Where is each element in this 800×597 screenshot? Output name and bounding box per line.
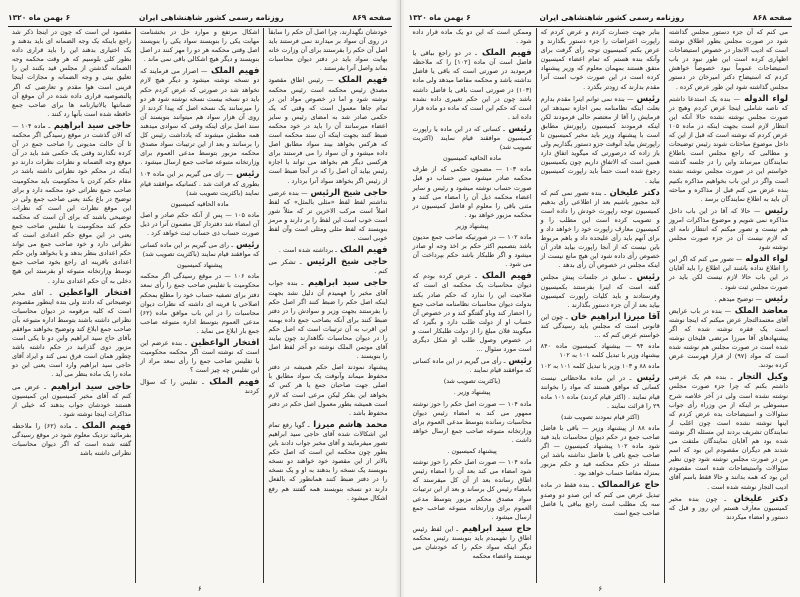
paragraph-text: پیشنهاد وزیر — [455, 221, 489, 230]
paragraph-text: ـ بنده هم یک عرضی داشتم بکنم که چرا جزء صورت مجلس نوشته نشده است ولی در آخر خلاصه شرح مبسوطی بر اینکه از من وزراء رأی جواب سئوالات و استیضاحات بده عرض کردم که اینها نوشته نشده است چون اغلب از نمایندگان تشریف بردند این مسئله اگر نوشته شده بود هم آقایان نمایندگان ملتفت می شدند هم دیگران مقصودم این بود که اسم من در صورت مجلس نوشته شود چون نظیر سئوالات واستیضاحات شده است مقصودم این بود که همه بدانند و حالا فقط باسم آقای ادیب التجار نوشته شده است . — [668, 373, 788, 491]
speaker-name: حاجی شیخ الرئیس — [301, 256, 388, 267]
paragraph-text: ماده ۱۰۵ — پس از آنکه حکم صادر و اصل آن امضاء شد دفتردار کل مضمون آنرا در ذیل صورت حساب ذی حساب ثبت خواهد کرد . — [140, 210, 260, 237]
speaker-name: حاج عزالممالک — [594, 479, 660, 490]
speaker-name: وکیل التجار — [732, 371, 788, 382]
speaker-name: حاجی شیخ الرئیس — [307, 186, 388, 197]
right-page-columns — [409, 28, 793, 583]
body-paragraph — [140, 272, 259, 336]
paragraph-text: ماده ۱۰۶ — در موقع رسیدگی اگر محکمه محکومیت با تفلیس صاحب جمع را رأی نمعد دفتر برای تصفیه حساب خود را مطلع بمحکم اصلاحی یا قرینه ای داشته که نظرات دیوان محاسبات را در این باب موافق ماده (۶۲) مدعی العموم بتوسط اداره متبوعه صاحب جمع بار ابلاغ می نماید . — [140, 272, 260, 335]
page-number: صفحه ۸۶۸ — [753, 12, 792, 22]
speaker-name: لواء الدوله — [740, 92, 788, 103]
body-paragraph — [268, 363, 387, 418]
speaker-paragraph — [268, 420, 387, 503]
body-paragraph — [412, 400, 531, 445]
speaker-name: رئیس — [232, 168, 260, 179]
speaker-paragraph — [412, 124, 531, 152]
body-paragraph — [541, 413, 660, 422]
speaker-name: معاضد الملک — [731, 304, 788, 315]
speaker-paragraph — [140, 240, 259, 259]
body-paragraph — [541, 28, 660, 92]
paragraph-text: ـ ماده (۶۲) را ملاحظه بفرمائید نزدیک معلوم شود در موقع رسیدگی گفته شده است که اگر دیوان محاسبات نظراتی داشته باشد — [11, 421, 132, 458]
speaker-name: فهیم الملک — [203, 376, 260, 387]
speaker-paragraph — [140, 338, 259, 375]
body-paragraph — [412, 28, 531, 46]
paragraph-text: ـ این لفظ رئیس اطاق را نفهمیدم باید بنویسند رئیس محکمه دیگر اینکه سواد حکم را که خودشان می نویسند واعضاء محکمه — [412, 524, 532, 561]
paragraph-text: ماده ۹۴ — بیشنهاد کمیسیون ماده ۸۴۰ بیشنهاد وزیر با تبدیل کلمه ۱۰۱ به ۱۰۲ — [540, 342, 660, 360]
speaker-name: محمد هاشم میرزا — [309, 418, 388, 429]
paragraph-text: بنابر جهت جسارت کردم و عرض کردم که راپورت اعتراضات را جزء دستور بگذارند و عرض بکنم کمیسیون توجه رأی گرفت برای وآنکه بنده هستم که تمام اعضاء کمیسیون متفق هستند بمهمان معلوم که وزیر پیشنهاد کرده است در این صورت خوب است آنرا مقدم بدارند که زودتر بگذرد . — [540, 28, 660, 91]
speaker-name: رئیس — [760, 204, 788, 215]
speaker-name: آقا میرزا ابراهیم خان — [567, 310, 660, 321]
speaker-name: رئیس — [505, 122, 532, 133]
paragraph-text: ـ رأی می گیریم در این ماده کسانی که موافقند قیام نمایند . — [412, 357, 532, 375]
paragraph-text: ـ بنده جواب آقای مخبر را فهمیدم آن دلیل نشد بجهت اینکه اصل حکم را ضبط کنند اگر اصل حکم را بفرستند بجهت وزیر و سوادش را در دفتر ضبط کنند برای آنکه بصاحب جمع داده بهمنه این اقرب به آن ترتیبات است که اصل حکم را در دیوان محاسبات نگاهدارند چون بیایند آقای موتمن الملک نوشته دو آخر لفظ اصل را بنویسند . — [268, 279, 388, 361]
body-paragraph — [140, 211, 259, 238]
speaker-name: رئیس — [633, 92, 660, 103]
speaker-name: حاج سید ابراهیم — [458, 522, 532, 533]
paragraph-text: ـ در دو راجع بباقی یا فاضل است آن ماده [۱۰۲] را که ملاحظه فرمودید در صورتی است که باقی یا فاضل نداشته باشد و محکمه مفاصا میدهد ولی ماده (۱۰۳) در صورتی است باقی یا فاضل داشته باشد چون در این حکم تغییری داده نشده است که حکم این است که ماده دو ماده قرار داده اند . — [412, 49, 532, 121]
body-paragraph — [541, 424, 660, 479]
speaker-paragraph — [140, 66, 259, 167]
text-column — [8, 28, 135, 583]
paragraph-text: ـ عرض کرده بودم که دیوان محاسبات یک محکمه ای است که صلاحیت این را ندارد که حکم صادر بکند بدولت دیوان محاسبات نظامنامه صاحب جمع را احضار کند وباو گفتگو کند و در خصوص آن حساب او از دولت طلب دارد و بگیرد که میگویند فلان مبلغ را از دولت طلبکار است و در خصوص وصول طلب او شکل دیگری است مورد سئوال ... — [412, 272, 532, 354]
speaker-paragraph — [412, 356, 531, 375]
page-number: صفحه ۸۶۹ — [352, 12, 392, 22]
speaker-name: رئیس — [631, 271, 660, 282]
paragraph-text: — توضیح میدهم . — [714, 294, 762, 303]
text-column — [263, 28, 391, 583]
paragraph-text: — بنده نمی توانم اینرا مقدم بدارم بعلت اینکه نظامنامه بمن اجازه نمیدهد این فرمایش را آقا از معتصم حالی فرمودند لکن اینکه فرمودند کمیسیون راپورتش مطابق است با پیشنهاد وزیر باید مخبر کمیسیون تا راپورتش بیاید آنوقت جزو دستور بگذاریم ولی باز زاده که درصورتی که میگوید اتفاق دارد همین است که الاتفاق داریم چون یکمیسیون رجوع شده است حتماً باید راپورت کمیسیون بیاید . — [540, 94, 660, 185]
speaker-paragraph — [541, 272, 660, 309]
body-paragraph — [268, 28, 387, 73]
speaker-name: رئیس — [631, 372, 660, 383]
paragraph-text: می کنم که آن جزء دستور مجلس گذاشته شود در صورت مجلس بطور اطلاق نوشته است که ادیب الاتجار در خصوص استیضاحات اظهاری کرده است این طور نبود در باب استیضاحات عموماً نبود خصوصاً خواهش کردم که استیضاح دکتر امیرخان در دستور مجلس گذاشته شود این طور عرض کرده . — [668, 28, 788, 91]
page-folio: ۶ — [197, 585, 202, 593]
paragraph-text: — رای می گیریم بر این ماده ۱۰۴ بطوری که قرائت شد . کسانیکه موافقند قیام نمایند (باکثریت تصویب شد) — [140, 170, 260, 197]
speaker-paragraph — [12, 421, 131, 458]
page-fold — [395, 0, 405, 597]
paragraph-text: — بنده در باب عرایض آقای معتمدالتجار عرض میکنم که اینجا نوشته است یک فقره نوشته شده که اگر پیشنهادهای آقا میرزا مرتضی قلیخان نوشته شده است در صورت مجلس هم نوشته شده است که مواد (۹۷) از قرار فهرست عرض کرده بودند. — [668, 306, 788, 370]
paragraph-text: ـ بنده فقط در ماده تبدیل عرض می کنم که این صدو دو وصدو سه یک مطلب است راجع بباقی یا فاضل صاحب جمع است — [540, 481, 660, 517]
body-paragraph — [140, 28, 259, 64]
speaker-paragraph — [541, 480, 660, 517]
body-paragraph — [669, 28, 788, 92]
paragraph-text: خودشان نگهدارند، چرا اصل آن حکم را سابقاً در روی آن سواد بر میدارند نمی فرستند باید اصل آن حکم را بفرستند برای آن وزارت خانه بهایت سواد باید در دفتر دیوان محاسبات بماند واصل آنرا بفرستند . — [268, 28, 388, 73]
text-column — [135, 28, 263, 583]
speaker-paragraph — [541, 188, 660, 271]
speaker-name: فهیم الملک — [477, 270, 532, 281]
paragraph-text: پیشنهاد وزیر . — [453, 388, 491, 397]
speaker-name: لواء الدوله — [742, 253, 788, 264]
paragraph-text: پیشنهاد کمیسیون — [177, 261, 223, 270]
paragraph-text: پیشنهاد نمودند اصل حکم همیشه در دفتر محفوظ میماند وآنوقت یک سواد مطابق با اصلی جهت صاحبان جمع یا هر کس که بخواهد این بفکر لیکن مرعی است که لازم است همیشه بطور معمول اصل حکم در دفتر محفوظ باشد . — [268, 363, 388, 417]
paragraph-text: ماده ۱۰۴ — صورت اصل حکم را حوز نوشته ممهور می کند به امضاء رئیس دیوان محاسبات رسانده بتوسط مدعی العموم برای وزارتخانه متبوعه صاحب جمع ارسال خواهد داشت . — [412, 399, 532, 444]
speaker-name: حاجی سید ابراهیم — [45, 380, 132, 391]
body-paragraph — [412, 154, 531, 163]
text-column — [664, 28, 792, 583]
speaker-paragraph — [669, 94, 788, 204]
speaker-name: فهیم الملک — [77, 419, 132, 430]
paragraph-text: ـ رای می گیریم بر این ماده کسانی که موافقند قیام نمایند (باکثریت تصویب شد) — [140, 241, 260, 259]
speaker-paragraph — [140, 169, 259, 197]
speaker-paragraph — [268, 245, 387, 255]
speaker-name: رئیس — [505, 355, 532, 366]
speaker-name: فهیم الملک — [337, 244, 388, 255]
body-paragraph — [541, 342, 660, 360]
speaker-paragraph — [412, 48, 531, 122]
body-paragraph — [412, 222, 531, 231]
left-page-header — [8, 10, 392, 27]
body-paragraph — [140, 200, 259, 209]
paragraph-text: ـ تشکر می کنم . — [268, 258, 388, 276]
paragraph-text: ـ عرض می کنم که آقای مخبر کمیسیون این کمیسیون هستند خودشان جواب بدهند که خیلی از مذاکرات اینجا نوشته شود . — [11, 382, 132, 418]
speaker-paragraph — [268, 257, 387, 276]
issue-date: ۶ بهمن ماه ۱۳۲۰ — [8, 12, 71, 22]
paragraph-text: ماده الحاقیه کمیسیون — [443, 154, 502, 163]
paragraph-text: ماده ۱۰۲ — در صورتیکه صاحب جمع مدیون باشد بتصمیم اکثر حکم بر اخذ وجه او صادر میشود و اگر طلبکار باشد حکم بپرداخت آن می شود . — [412, 232, 532, 269]
text-column — [408, 28, 535, 583]
body-paragraph — [12, 28, 131, 119]
speaker-paragraph — [669, 254, 788, 291]
page-folio: ۶ — [598, 585, 603, 593]
paragraph-text: ـ بنده عرضم این است که نوشته است اگر محکمه محکومیت یا تفلیس صاحب جمع را رأی نمعد مراد از این تفلیس چه چیز است ؟ — [140, 339, 260, 375]
speaker-paragraph — [669, 206, 788, 252]
paragraph-text: — رئیس اطاق مقصود مصدق رئیس محکمه است رئیس محکمه نوشته شود و اما در خصوص مواد این در تمام جاها معمول است که وقتی که یک حکمی صادر شد به امضای رئیس و سایر اعضاء میرسانند آن را باید در خود محکمه ضبط کنند بجهت اینکه آن سند محکمه است که هرکس بخواهد بیند سواد مطابق اصل داده میشود و آن سواد را می فرستند برای هرکسی دیگر هم بخواهد می تواند با اجازه رئیس بیاید آن اصل را که در آنجا ضبط است از رئیس اگر بخواهد سواد آنرا بردارد . — [268, 76, 388, 185]
paragraph-text: — بنده یک استدعا داشتم که ناصه شاملی اینجا عرض کردم وهیچ در صورت مجلس نوشته نشده حالا آنکه این انتظار لازم است بجهت اینکه در ماده ۱۰۵ عرض کردم که نوشته است که قبل از این که داخل موضوع مباحثات شوند رئیس توضیحات و مطالبی که راجع مجلس است باطلاع نمایندگان میرساند واین را در جلسه گذشته خواستم این در صورت مجلس نوشته نشده است واگر در این باب بخواهیم مذاکره بکنیم بنده عرض می کنم قبل از مذاکره و مباحثه آن باید به اطلاع نمایندگان برسد . — [668, 94, 788, 203]
speaker-name: فهیم الملک — [333, 74, 388, 85]
speaker-name: افتخار الواعظین — [186, 337, 260, 347]
body-paragraph — [412, 447, 531, 456]
paragraph-text: — اصرار می فرمایند که دو نسخه نوشته میشود و دیگر هیچ لازم نخواهد شد در صورتی که عرض کردم حکم باید دو نسخه بیست نسخه نوشته شود هر دو را میرسانند یک نسخه اصل که پیدا کردند از روی آن هزار سواد هم میتوانند بنویسند آن سند اصل برای اینکه وقتی که سوادی میدهند همه مطمئن میشوند که یادداشت رئیس کل را برسانند و بعد از این ترتیبات سواد مصدق محکمه مزبور بتوسط مدعی العموم برای وزارتخانه متبوعه صاحب جمع ارسال میشود . — [140, 67, 260, 167]
speaker-name: افتخار الواعظین — [51, 286, 132, 297]
speaker-name: فهیم الملک — [476, 47, 532, 58]
paragraph-text: ـ کسانی که در این ماده یا راپورت کمیسیون موافقند قیام نمایند (اکثریت تصویب شد) — [412, 124, 532, 152]
paragraph-text: اشکال مرتفع و موارد حل در بخشنامت مهابت یکی را بنویسند سواد یکی را بنویسند اصل وقتی محکمه هر دو را مهر کنند در اصل بنویسند و دیگر هیچ اشکالی باقی نمی ماند . — [140, 28, 260, 64]
paragraph-text: وممکن است که این دو یک ماده قرار داده شود . — [412, 28, 532, 46]
speaker-name: رئیس — [233, 239, 260, 250]
body-paragraph — [412, 388, 531, 397]
text-column — [536, 28, 664, 583]
speaker-paragraph — [268, 75, 387, 185]
body-paragraph — [412, 233, 531, 269]
paragraph-text: ـ بنده تصور نمی کنم که لابد مجبور باشیم بعد از اطلاعی رأی بدهیم کمیسیون توجه راپورت خودش را داده است و تصویب کرده است این مطلب را و کمیسیون معارف راپورت خود را خواهد داد و برای آنهم باید رأی علیحده داد و باهم مربوط باین نیست که از آنجا راپورت بیاید قادر آن خصوص رأی داده شود این هیچ مانع نیست از اینکه مجلس در خصوص آن رأی بدهد . — [540, 188, 660, 270]
speaker-name: حاجی سید ابراهیم — [50, 119, 132, 130]
speaker-paragraph — [12, 121, 131, 286]
paragraph-text: — حالا که آقا در این باب داخل مذاکره نمی شویم و موضوع مذاکرات امروز هم نیست و تصور میکنم که انتظار نامه ای که لازم نیست آن در جزء صورت مجلس نوشته شود — [668, 206, 788, 252]
body-paragraph — [140, 261, 259, 270]
paragraph-text: ـ چون بنده مخبر کمیسیون معارف هستم این روز و قبل که دستور و امضاء میکردند — [668, 494, 788, 521]
body-paragraph — [412, 377, 531, 386]
speaker-paragraph — [412, 524, 531, 561]
speaker-paragraph — [541, 94, 660, 186]
right-page-header — [409, 10, 793, 27]
paragraph-text: ـ در این ماده ملاحظاتی نیست کسانی که موافق هستند که مواد را بخوانند قیام نمایند . (اکثر قیام کردند) ماده ۱۰۱ ماده ۲۹ را قرائت نمایند . — [540, 374, 660, 410]
speaker-name: حاجی سید ابراهیم — [303, 277, 388, 288]
speaker-paragraph — [669, 306, 788, 371]
paragraph-text: ماده الحاقیه کمیسیون — [170, 199, 229, 208]
paragraph-text: ـ سابق در جلسات پیش مجلس گفته است که اینرا بفرستند بکمیسیون وفرستادند و باید کلیات راپورت کمیسیون بیاید بعد از آن جزء دستور بگذارند . — [540, 273, 660, 309]
speaker-name: دکتر علیخان — [726, 492, 789, 503]
paragraph-text: ماده ۱۰۴ — صورت اصل حکم را حوز نوشته شود امضاء می کند بعد آن را امضاء رئیس اطاق رسانده بعد از آن کل میفرستد که بامضاء رئیس کل برساند و بعد از این ترتیبات سواد مصدق محکم مزبور بتوسط مدعی العموم برای وزارتخانه متبوعه صاحب جمع ارسال میشود . — [412, 458, 532, 521]
speaker-paragraph — [268, 188, 387, 244]
paragraph-text: (اکثر قیام نمودند تصویب شد) — [561, 412, 640, 421]
paragraph-text: مقصود این است که چون در اینجا ذکر شد راجع باینکه یک وجه الضمانه ای باید بدهند و یک اختیاری بدهند این را باید قراری داده بطور کلی بلوسیم که هر وقت محکمه وجه الضمانه گذشتن از مجلس قید بکنند این را تعلیق بیتی و وجه الضمانه و مجازات اینجا قرینی است هوا مقدم و تعارضی که اگر پالنصوصیه قراری داده شده در آن موقع آن ضمانتها یالاتیارنامه ها برای صاحب جمع حافظه شده است بآنها رد کنند . — [11, 28, 132, 118]
gazette-title: روزنامه رسمی کشور شاهنشاهی ایران — [139, 12, 284, 22]
speaker-paragraph — [268, 278, 387, 361]
speaker-name: فهیم الملک — [207, 65, 260, 76]
speaker-paragraph — [669, 372, 788, 491]
speaker-paragraph — [412, 271, 531, 354]
speaker-paragraph — [541, 373, 660, 410]
paragraph-text: ـ تفلیس را که سؤال کردند — [140, 378, 260, 396]
speaker-paragraph — [669, 294, 788, 304]
speaker-paragraph — [12, 382, 131, 419]
gazette-title: روزنامه رسمی کشور شاهنشاهی ایران — [539, 12, 685, 22]
paragraph-text: ـ چون این قانونی است که مجلس باید رسیدگی کند خواستم عرض کنم که ... — [540, 312, 660, 339]
paragraph-text: ـ گویا رفع تمام این اشکالات شده آقای حاجی سید ابراهیم تصور میفرمایند و آقای مخبر جواب دادند باین بطور چون محکمه این است که اصل حکم بالاتر از این مقصود خود خواهند دو نسخه بنویسند یک نسخه را بدهند به او و یک نسخه را در دفتر ضبط کنند همانطور که بالفعل دارند دو نسخه بنویسند همه گفتند هم رفع اشکال میشود . — [268, 420, 388, 502]
paragraph-text: — تصور می کنم که اگر این را اطلاع نداده باشند این اطلاع را باید آقایان در این باب حالا لازم نیست لکن باید در صورت مجلس ثبت شود . — [668, 255, 788, 291]
speaker-paragraph — [541, 312, 660, 340]
paragraph-text: ـ ماده ۱۰۴ — که الان گذشت در موقع رسیدگی اگر محکمه تا آن حالت مدیونی را صاحب جمع در آن کرده نگذارند وقتی یک حکمی شد باید در آن موقع وجه الضمانه و نظرات نظرات دارند دو اینکه در محکم خود نظراتی داشته باشد در مقام حکم کردن با محکومیت باید محکومیت صاحب جمع نظراتی خود محکمه دارد و برای توضیح در باغ بکند یعنی صاحب جمع ولی در این موقع نظرات این است که نظرات توضیحی باشند که برای آن است که محکمه حکم کند محکومیت یا تفلیس صاحب جمع یعنی در این موقع حکم اعدادی است که نظراتی دارد و خود صاحب جمع می تواند حکم اعدادی بنظر بدهد و یا بخواهد واین حکم اعدادی باقرینه ای راجع بخود صاحب جمع توسط وزارتخانه متبوعه او بفرستد این هیچ دخلی به آن حکم اعدادی ندارد . — [11, 121, 132, 285]
speaker-name: رئیس — [761, 292, 788, 303]
paragraph-text: پیشنهاد کمیسیون . — [447, 447, 497, 456]
paragraph-text: — بنده عرضی نداشتم لفظ لفظ «مثلی بالمثل» که لفظ اصلاً است مرکب الاخرین تر که مثلاً شور است خوب است این لفظ را بر دارند و مرمز بنویسند که لفظ مثلی ومثلی است وآن لفظ خوبی است . — [268, 188, 388, 243]
speaker-paragraph — [12, 288, 131, 380]
paragraph-text: ماده ۱۰۳ — مضمون حکمی که از طرف محکمه صادر میشود مبین حساب دو قبل صورت حساب نوشته میشود و رئیس و سایر اعضاء محکمه ذیل آن را امضاء می کنند و مثنی باقی را معلوم او فاضل کمیسیون در محکمه مزبور خواهد بود . — [412, 165, 532, 219]
body-paragraph — [412, 458, 531, 522]
paragraph-text: ـ آقای مخبر توضیحاتی که دادند ولی بنده اینطور مقصودم است که کلیه مرقومه در دیوان محاسبات نظراتی داشته باشند بتوسط اداره متبوعه بآن صاحب جمع ابلاغ کند وتوضیح بخواهند موافقم بآقای حاج سید ابراهیم واین دو تا یکی است مزبور دوی گذرانید در حکم داشته باشد چطور همان است فرق نمی کند و ایراد آقای حاجی سید ابراهیم وارد است یعنی این دو ماده را یک ماده بنظر می آید . — [11, 288, 132, 379]
issue-date: ۶ بهمن ماه ۱۳۲۰ — [408, 12, 471, 22]
left-page-columns — [8, 28, 392, 583]
paragraph-text: ماده ۸۸ از پیشنهاد وزیر — باقی با فاضل صاحب جمع در حکم دیوان محاسبات باید قید شود ماده ۱۰۲ پیشنهاد کمیسیون — اگر صاحب جمع باقی یا فاضل نداشته باشد این مسئله در حکم محکمه قید و حکم مزبور بمنزله مفاصا حساب خواهد بود . — [540, 423, 660, 478]
body-paragraph — [541, 362, 660, 371]
speaker-name: دکتر علیخان — [606, 186, 660, 197]
right-page — [401, 0, 800, 597]
paragraph-text: ـ برداشته شده است . — [278, 246, 338, 255]
speaker-paragraph — [669, 494, 788, 522]
body-paragraph — [412, 165, 531, 220]
paragraph-text: (باکثریت تصویب شد) — [443, 377, 501, 386]
speaker-paragraph — [140, 377, 259, 396]
paragraph-text: ماده ۸۸ و ۱۰۳ وزیر با تبدیل کلمه ۱۰۱ به ۱۰۲ — [540, 362, 660, 371]
